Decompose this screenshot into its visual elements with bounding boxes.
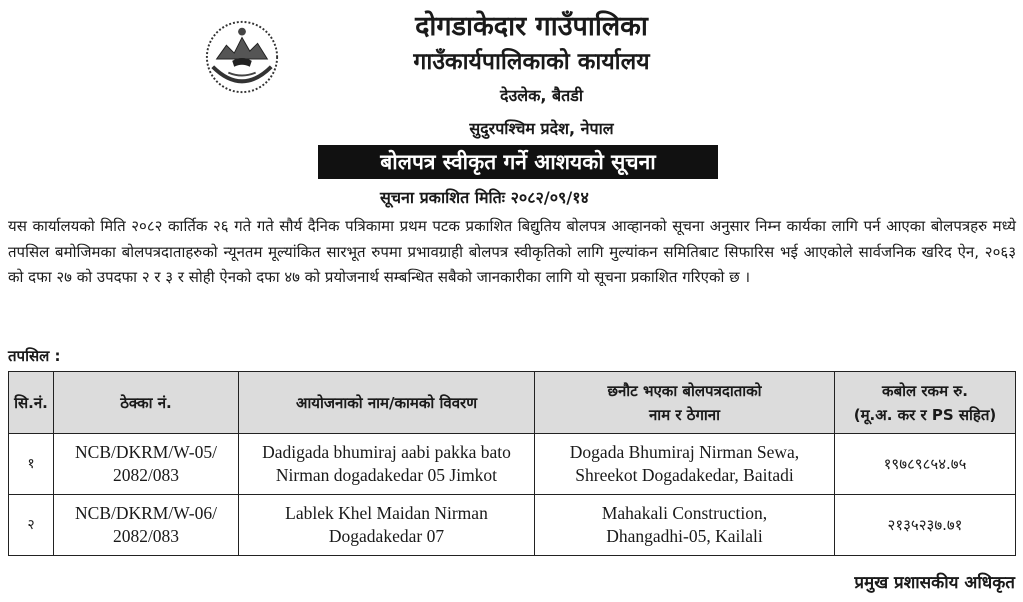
header-bidder-line2: नाम र ठेगाना bbox=[648, 405, 720, 424]
bidder-line1: Dogada Bhumiraj Nirman Sewa, bbox=[569, 442, 800, 462]
project-line1: Lablek Khel Maidan Nirman bbox=[285, 503, 488, 523]
organization-name: दोगडाकेदार गाउँपालिका bbox=[415, 11, 648, 42]
row-project bbox=[239, 495, 535, 556]
row-amount: १९७८९८५४.७५ bbox=[835, 434, 1016, 495]
table-row bbox=[9, 495, 1016, 556]
bidder-line1: Mahakali Construction, bbox=[601, 503, 768, 523]
row-amount: २१३५२३७.७१ bbox=[835, 495, 1016, 556]
header-project: आयोजनाको नाम/कामको विवरण bbox=[239, 372, 535, 434]
office-name: गाउँकार्यपालिकाको कार्यालय bbox=[413, 49, 650, 75]
project-line2: Dogadakedar 07 bbox=[328, 526, 445, 546]
table-row bbox=[9, 434, 1016, 495]
bidder-line2: Shreekot Dogadakedar, Baitadi bbox=[575, 465, 794, 485]
signatory: प्रमुख प्रशासकीय अधिकृत bbox=[854, 573, 1015, 593]
header-bidder-line1: छनौट भएका बोलपत्रदाताको bbox=[607, 381, 762, 400]
row-sn: १ bbox=[9, 434, 54, 495]
table-header-row bbox=[9, 372, 1016, 434]
header-contract-no: ठेक्का नं. bbox=[54, 372, 239, 434]
row-contract-no bbox=[54, 434, 239, 495]
contract-line1: NCB/DKRM/W-05/ bbox=[75, 442, 217, 462]
header-sn: सि.नं. bbox=[9, 372, 54, 434]
published-date: सूचना प्रकाशित मितिः २०८२/०९/१४ bbox=[380, 188, 589, 207]
header-bidder bbox=[535, 372, 835, 434]
notice-title: बोलपत्र स्वीकृत गर्ने आशयको सूचना bbox=[318, 145, 718, 179]
header-amount-line2: (मू.अ. कर र PS सहित) bbox=[853, 405, 997, 424]
address-line-2: सुदुरपश्चिम प्रदेश, नेपाल bbox=[469, 119, 614, 138]
row-sn: २ bbox=[9, 495, 54, 556]
bidder-line2: Dhangadhi-05, Kailali bbox=[606, 526, 763, 546]
row-bidder bbox=[535, 495, 835, 556]
contract-line1: NCB/DKRM/W-06/ bbox=[75, 503, 217, 523]
bid-table bbox=[8, 371, 1016, 556]
notice-body: यस कार्यालयको मिति २०८२ कार्तिक २६ गते गते सौर्य दैनिक पत्रिकामा प्रथम पटक प्रकाशित बिद्युतिय बोलपत्र आव्हानको सूचना अनुसार निम्न कार्यका लागि पर्न आएका बोलपत्रहरु मध्ये तपसिल बमोजिमका बोलपत्रदाताहरुको न्यूनतम मूल्यांकित सारभूत रुपमा प्रभावग्राही बोलपत्र स्वीकृतिको लागि मुल्यांकन समितिबाट सिफारिस भई आएकोले सार्वजनिक खरिद ऐन, २०६३ को दफा २७ को उपदफा २ र ३ र सोही ऐनको दफा ४७ को प्रयोजनार्थ सम्बन्धित सबैको जानकारीका लागि यो सूचना प्रकाशित गरिएको छ । bbox=[8, 217, 1016, 286]
address-line-1: देउलेक, बैतडी bbox=[499, 86, 583, 105]
row-project bbox=[239, 434, 535, 495]
row-contract-no bbox=[54, 495, 239, 556]
header-amount-line1: कबोल रकम रु. bbox=[882, 381, 968, 400]
schedule-label: तपसिल : bbox=[8, 347, 61, 365]
contract-line2: 2082/083 bbox=[112, 465, 180, 485]
row-bidder bbox=[535, 434, 835, 495]
contract-line2: 2082/083 bbox=[112, 526, 180, 546]
project-line1: Dadigada bhumiraj aabi pakka bato bbox=[262, 442, 511, 462]
header-amount bbox=[835, 372, 1016, 434]
project-line2: Nirman dogadakedar 05 Jimkot bbox=[275, 465, 498, 485]
